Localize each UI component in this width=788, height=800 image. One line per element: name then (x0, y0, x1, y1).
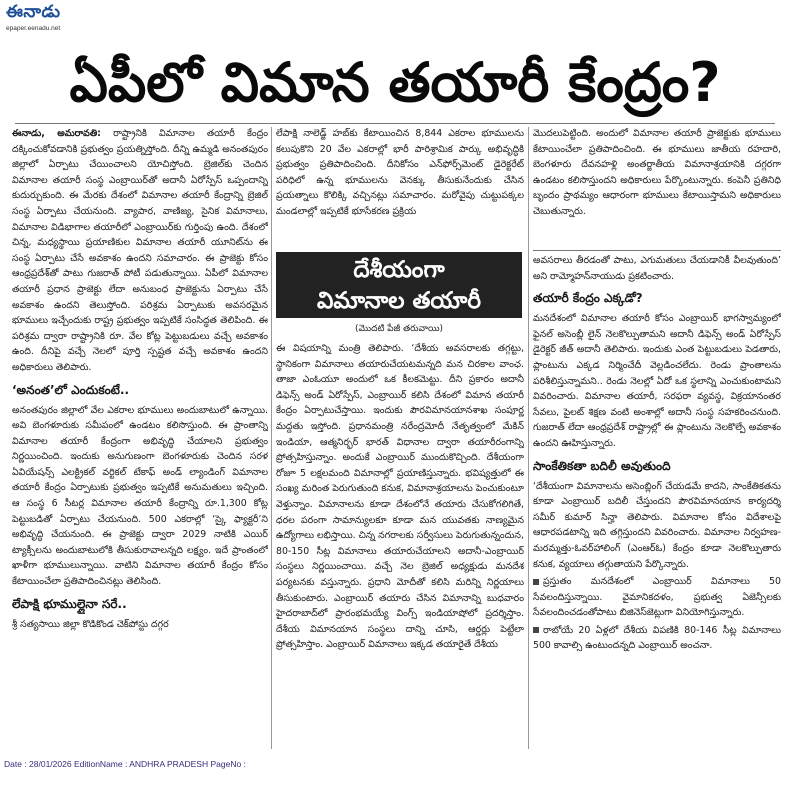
bullet-icon (533, 579, 539, 585)
lead-paragraph (12, 126, 268, 376)
subheading-technology: సాంకేతికతా బదిలీ అవుతుంది (533, 458, 671, 473)
continued-from-label: (మొదటి పేజీ తరువాయి) (354, 324, 444, 334)
paragraph-minister: ఈ విషయాన్ని మంత్రి తెలిపారు. ‘దేశీయ అవసరాలకు తగ్గట్టు, స్థానికంగా విమానాలు తయారుచేయటమన్నది మన చిరకాల వాంఛ. తాజా ఎంఓయూ అందులో ఒక కీలకమెట్టు. దీని ప్రకారం అదానీ డిఫెన్స్ అండ్ ఏరోస్పేస్, ఎంబ్రాయిర్ కలిసి దేశంలో విమాన తయారీ కేంద్రం ఏర్పాటుచేస్తాయి. ఇందుకు పౌరవిమానయానశాఖ సంపూర్ణ మద్దతు ఇస్తోంది. ప్రధానమంత్రి నరేంద్రమోదీ నేతృత్వంలో మేకిన్ ఇండియా, ఆత్మనిర్భర్ భారత్ విధానాల ద్వారా తయారీరంగాన్ని ప్రోత్సహిస్తున్నాం. అందుకే ఎంబ్రాయిర్ ముందుకొచ్చింది. దేశీయంగా రోజూ 5 లక్షలమంది విమానాల్లో ప్రయాణిస్తున్నారు. భవిష్యత్తులో ఈ సంఖ్య మరింత పెరుగుతుంది కనుక, విమానాశ్రయాలను పెంచుకుంటూ వెళ్తున్నాం. విమానాలను కూడా దేశంలోనే తయారు చేసుకోగలిగితే, ధరల పరంగా సామాన్యులకూ కూడా మన యువతకు నాణ్యమైన ఉద్యోగాలు లభిస్తాయి. చిన్న నగరాలకు సర్వీసులు పెరుగుతున్నందున, 80-150 సీట్ల విమానాలు తయారుచేయాలని అదానీ-ఎంబ్రాయిర్ సంస్థలు నిర్ణయించాయి. వచ్చే నెల బ్రెజిల్ అధ్యక్షుడు మనదేశ పర్యటనకు వస్తున్నారు. ప్రధాని మోదీతో కలిసి మరిన్ని నిర్ణయాలు తీసుకుంటారు. ఎంబ్రాయిర్ తయారు చేసిన విమానాన్ని బుధవారం హైదరాబాద్‌లో ప్రారంభమయ్యే వింగ్స్ ఇండియాషోలో ప్రదర్శిస్తాం. దేశీయ విమానయాన సంస్థలు దాన్ని చూసి, ఆర్డర్లు పెట్టేలా ప్రోత్సహిస్తాం. ఎంబ్రాయిర్ విమానాలు ఇక్కడ తయారైతే దేశీయ (276, 343, 524, 651)
bullet-item: ప్రస్తుతం మనదేశంలో ఎంబ్రాయిర్ విమానాలు 50 సేవలందిస్తున్నాయి. వైమానికదళం, ప్రభుత్వ ఏజెన్సీలకు సేవలందించడంతోపాటు బిజినెస్‌జెట్లుగా వినియోగిస్తున్నారు. (533, 576, 781, 619)
column-3-rule (533, 250, 781, 251)
paragraph-technology: ‘దేశీయంగా విమానాలను అసెంబ్లింగ్ చేయడమే కాదని, సాంకేతికతను కూడా ఎంబ్రాయిర్ బదిలీ చేస్తుందని పౌరవిమానయాన కార్యదర్శి సమీర్ కుమార్ సిన్హా తెలిపారు. విమానాల కోసం విదేశాలపై ఆధారపడటాన్ని ఇది తగ్గిస్తుందని వివరించారు. విమానాల నిర్వహణ-మరమ్మత్తు-ఓవర్‌హాలింగ్ (ఎంఆర్‌ఓ) కేంద్రం కూడా నెలకొల్పుతారు కనుక, వ్యయాలు తగ్గుతాయని పేర్కొన్నారు. (533, 480, 781, 570)
banner-line-1: దేశీయంగా (353, 257, 445, 283)
headline-rule (15, 123, 775, 124)
paragraph-lepakshi: శ్రీ సత్యసాయి జిల్లా కొడికొండ చెక్‌పోస్టు దగ్గర (12, 618, 169, 630)
article-column-3-top (533, 126, 781, 241)
column-divider-1 (271, 127, 272, 749)
subheading-lepakshi: లేపాక్షి భూముల్లైనా సరే.. (12, 596, 127, 611)
dateline: ఈనాడు, అమరావతి: (12, 128, 101, 139)
epaper-url: epaper.eenadu.net (6, 25, 61, 32)
headline: ఏపీలో విమాన తయారీ కేంద్రం? (69, 51, 721, 114)
paragraph-exports: అవసరాలు తీరడంతో పాటు, ఎగుమతులు చేయడానికీ వీలవుతుంది’ అని రామ్మోహన్‌నాయుడు ప్రకటించారు. (533, 255, 781, 282)
article-column-2-bottom (276, 341, 524, 749)
article-column-3-bottom (533, 253, 781, 749)
subheading-ananta: ‘అనంత’లో ఎందుకంటే.. (12, 382, 130, 397)
eenadu-logo: ఈనాడు (6, 2, 61, 22)
paragraph-ananta: అనంతపురం జిల్లాలో వేల ఎకరాల భూములు అందుబాటులో ఉన్నాయి. అవి బెంగళూరుకు సమీపంలో ఉండటం కలిసొస్తుంది. ఈ ప్రాంతాన్ని విమానాల తయారీ కేంద్రంగా అభివృద్ధి చేయాలని ప్రభుత్వం నిర్ణయించింది. ఇందుకు అనుగుణంగా బెంగళూరుకు చెందిన సరళ ఏవియేషన్స్ ఎలక్ట్రికల్ వర్టికల్ టేకాఫ్ అండ్ ల్యాండింగ్ విమానాల తయారీ కేంద్రం ఏర్పాటుకు ప్రభుత్వం ఇప్పటికే అనుమతులు ఇచ్చింది. ఆ సంస్థ 6 సీటర్ల విమానాల తయారీ కేంద్రాన్ని రూ.1,300 కోట్ల పెట్టుబడితో ఏర్పాటు చేయనుంది. 500 ఎకరాల్లో ‘స్కై ఫ్యాక్టరీ’ని అభివృద్ధి చేయనుంది. ఈ ప్రాజెక్టు ద్వారా 2029 నాటికి ఎయిర్ ట్యాక్సీలను అందుబాటులోకి తీసుకురావాలన్నది లక్ష్యం. ఇదే ప్రాంతంలో ఖాళీగా భూములున్నాయి. వాటిని విమానాల తయారీ కేంద్రం కోసం కేటాయించేలా ప్రతిపాదించినట్లు తెలిసింది. (12, 404, 268, 588)
lead-text: రాష్ట్రానికి విమానాల తయారీ కేంద్రం దక్కించుకోవడానికి ప్రభుత్వం ప్రయత్నిస్తోంది. దీన్ని ఉమ్మడి అనంతపురం జిల్లాలో ఏర్పాటు చేయించాలని యోచిస్తోంది. బ్రెజిల్‌కు చెందిన విమానాల తయారీ సంస్థ ఎంబ్రాయిర్‌తో అదానీ ఏరోస్పేస్ ఒప్పందాన్ని కుదుర్చుకుంది. ఈ మేరకు దేశంలో విమానాల తయారీ కేంద్రాన్ని బ్రెజిల్ సంస్థ ఏర్పాటు చేయనుంది. వ్యాపార, వాణిజ్య, సైనిక విమానాలు, విమానాల విడిభాగాల తయారీలో ఎంబ్రాయిర్‌కు గుర్తింపు ఉంది. దేశంలో చిన్న, మధ్యస్థాయి ప్రయాణికుల విమానాల తయారీ యూనిట్‌ను ఈ సంస్థ ఏర్పాటు చేసే అవకాశం ఉందని సమాచారం. ఈ ప్రాజెక్టు కోసం ఆంధ్రప్రదేశ్‌తో పాటు గుజరాత్ పోటీ పడుతున్నాయి. ఏపీలో విమానాల తయారీ ప్రధాన ప్రాజెక్టు లేదా అనుబంధ ప్రాజెక్టును ఏర్పాటు చేసే అవకాశం ఉందని తెలుస్తోంది. పరిశ్రమ ఏర్పాటుకు అవసరమైన భూములు ఇచ్చేందుకు రాష్ట్ర ప్రభుత్వం ఇప్పటికే సంసిద్ధత తెలిపింది. ఈ పరిశ్రమ ద్వారా రాష్ట్రానికి రూ. వేల కోట్ల పెట్టుబడులు వచ్చే అవకాశం ఉంది. దీనిపై వచ్చే నెలలో పూర్తి స్పష్టత వచ్చే అవకాశం ఉందని అధికారులు తెలిపారు. (12, 128, 268, 373)
edition-footer: Date : 28/01/2026 EditionName : ANDHRA PRADESH PageNo : (4, 759, 246, 769)
article-column-1 (12, 126, 268, 749)
paragraph-land: మొదలుపెట్టింది. అందులో విమానాల తయారీ ప్రాజెక్టుకు భూములు కేటాయించేలా ప్రతిపాదించింది. ఈ భూములు జాతీయ రహదారి, బెంగళూరు దేవనహళ్లి అంతర్జాతీయ విమానాశ్రయానికి దగ్గరగా ఉండటం కలిసొస్తుందని అధికారులు పేర్కొంటున్నారు. కంపెనీ ప్రతినిధి బృందం ప్రాథమ్యం ఆధారంగా భూములు కేటాయిస్తామని అధికారులు చెబుతున్నారు. (533, 128, 781, 217)
paragraph-lepakshi-cont: లేపాక్షి నాలెడ్జ్ హబ్‌కు కేటాయించిన 8,844 ఎకరాల భూములను కలుపుకొని 20 వేల ఎకరాల్లో భారీ పారిశ్రామిక పార్కు అభివృద్ధికి ప్రభుత్వం ప్రతిపాదించింది. దీనికోసం ఎన్‌ఫోర్స్‌మెంట్ డైరెక్టరేట్ పరిధిలో ఉన్న భూములను వెనక్కు తీసుకునేందుకు చేసిన ప్రయత్నాలు కొలిక్కి వచ్చినట్లు సమాచారం. మరోవైపు చుట్టుపక్కల మండలాల్లో ఇప్పటికే భూసేకరణ ప్రక్రియ (276, 128, 524, 217)
article-column-2-top (276, 126, 524, 248)
banner-line-2: విమానాల తయారీ (316, 288, 482, 314)
column-divider-2 (528, 127, 529, 749)
bullet-item: రాబోయే 20 ఏళ్లలో దేశీయ విపణికి 80-146 సీట్ల విమానాలు 500 కావాల్సి ఉంటుందన్నది ఎంబ్రాయిర్ అంచనా. (533, 624, 781, 652)
subheading-where: తయారీ కేంద్రం ఎక్కడో? (533, 291, 643, 306)
paragraph-where: మనదేశంలో విమానాల తయారీ కోసం ఎంబ్రాయిర్ భాగస్వామ్యంలో ఫైనల్ అసెంబ్లీ లైన్ నెలకొల్పుతామని అదానీ డిఫెన్స్ అండ్ ఏరోస్పేస్ డైరెక్టర్ జీత్ అదానీ తెలిపారు. ఇందుకు ఎంత పెట్టుబడులు పెడతారు, ప్లాంటును ఎక్కడ నిర్మించేదీ వెల్లడించలేదు. రెండు ప్రాంతాలను పరిశీలిస్తున్నామని.. రెండు నెలల్లో ఏదో ఒక స్థలాన్ని ఎంచుకుంటామని వివరించారు. విమానాల తయారీ, సరఫరా వ్యవస్థ, విక్రయానంతర సేవలు, పైలట్ శిక్షణ వంటి అంశాల్లో అదానీ సంస్థ సహకరించనుంది. గుజరాత్ లేదా ఆంధ్రప్రదేశ్ రాష్ట్రాల్లో ఈ ప్లాంటును నెలకొల్పే అవకాశం ఉందని ఊహిస్తున్నారు. (533, 313, 781, 449)
bullet-icon (533, 627, 539, 633)
continuation-banner (276, 252, 522, 318)
